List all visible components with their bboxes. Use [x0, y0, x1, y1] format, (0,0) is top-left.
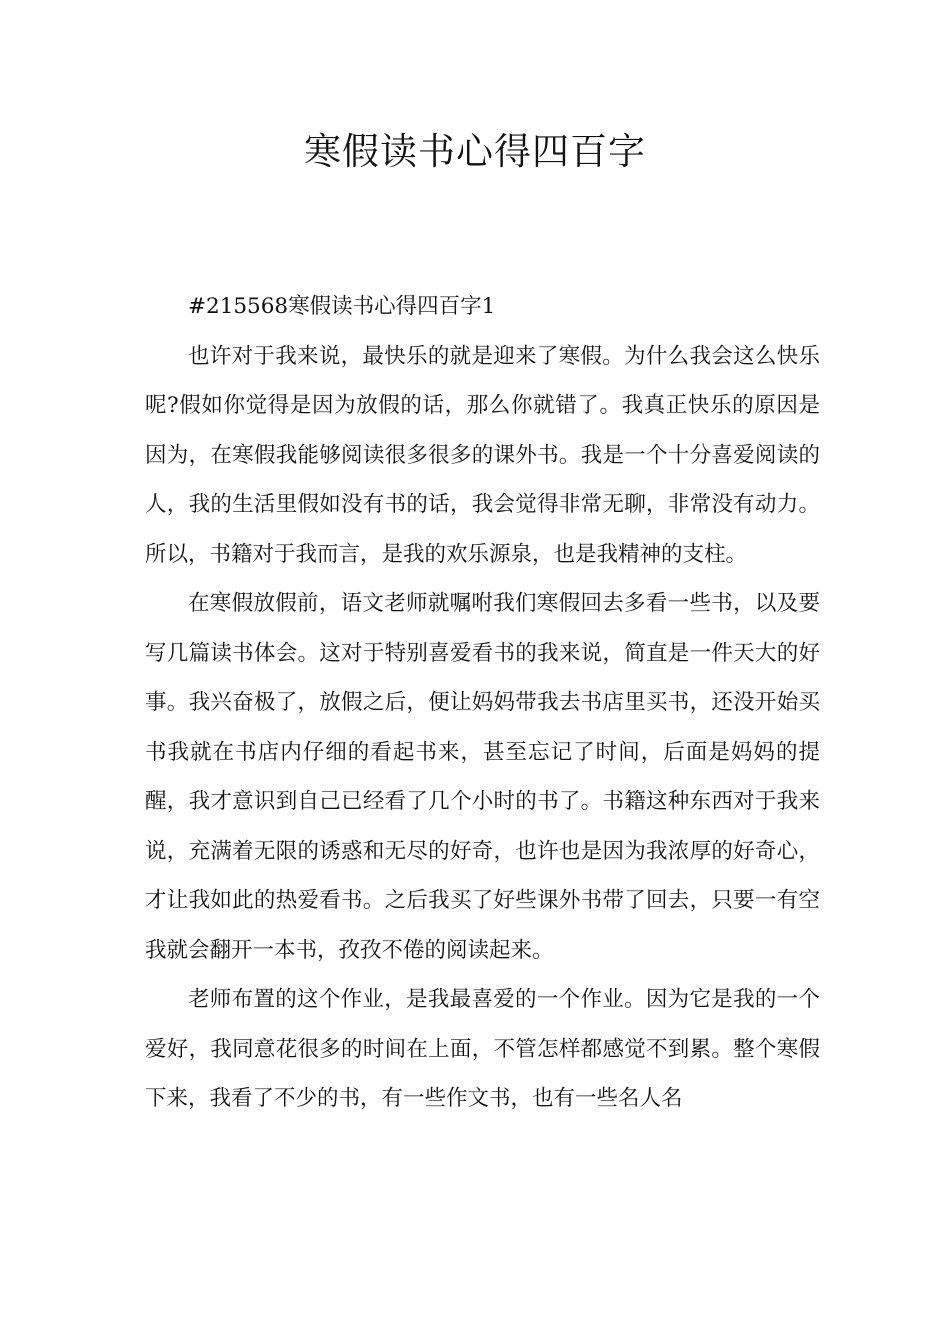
document-body	[145, 282, 820, 1124]
document-subheading: #215568寒假读书心得四百字1	[188, 294, 496, 319]
paragraph: 老师布置的这个作业，是我最喜爱的一个作业。因为它是我的一个爱好，我同意花很多的时间在上面，不管怎样都感觉不到累。整个寒假下来，我看了不少的书，有一些作文书，也有一些名人名	[145, 987, 820, 1111]
paragraph: 也许对于我来说，最快乐的就是迎来了寒假。为什么我会这么快乐呢?假如你觉得是因为放假的话，那么你就错了。我真正快乐的原因是因为，在寒假我能够阅读很多很多的课外书。我是一个十分喜爱阅读的人，我的生活里假如没有书的话，我会觉得非常无聊，非常没有动力。所以，书籍对于我而言，是我的欢乐源泉，也是我精神的支柱。	[145, 343, 820, 567]
paragraph: 在寒假放假前，语文老师就嘱咐我们寒假回去多看一些书，以及要写几篇读书体会。这对于特别喜爱看书的我来说，简直是一件天大的好事。我兴奋极了，放假之后，便让妈妈带我去书店里买书，还没开始买书我就在书店内仔细的看起书来，甚至忘记了时间，后面是妈妈的提醒，我才意识到自己已经看了几个小时的书了。书籍这种东西对于我来说，充满着无限的诱惑和无尽的好奇，也许也是因为我浓厚的好奇心，才让我如此的热爱看书。之后我买了好些课外书带了回去，只要一有空我就会翻开一本书，孜孜不倦的阅读起来。	[145, 591, 820, 963]
document-title: 寒假读书心得四百字	[304, 130, 646, 173]
